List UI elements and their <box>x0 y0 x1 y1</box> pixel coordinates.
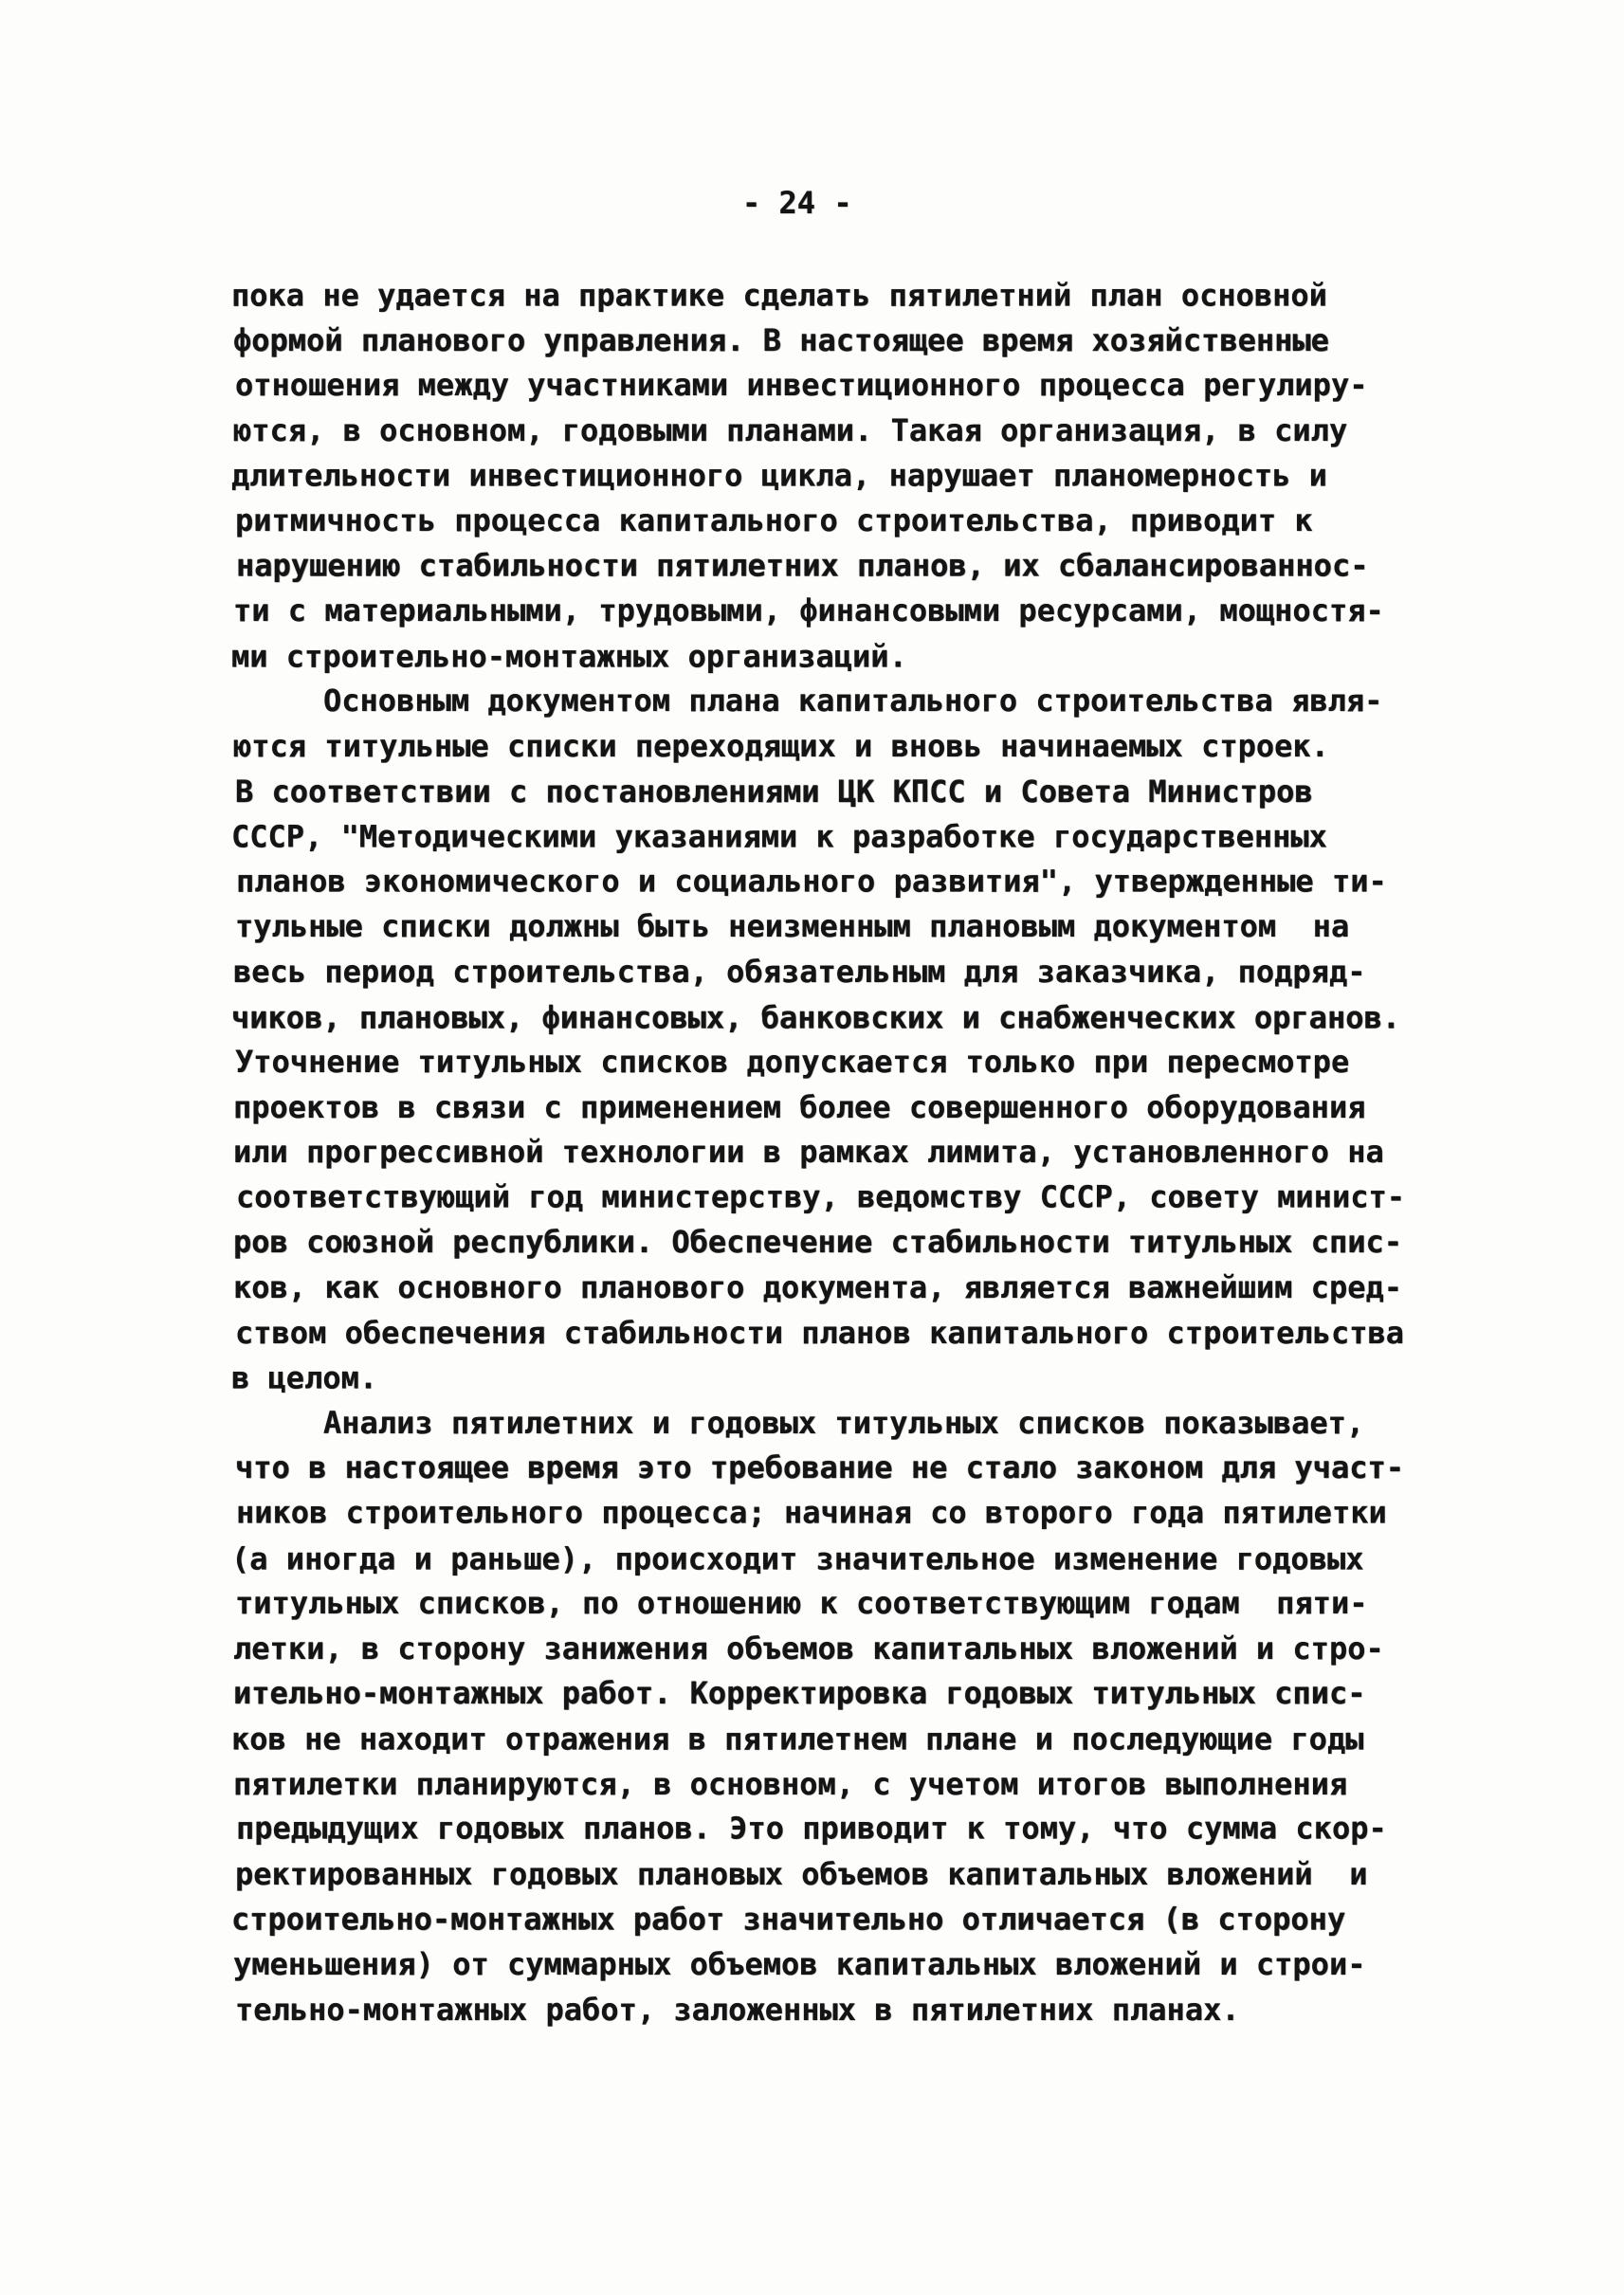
text-line: (а иногда и раньше), происходит значительное изменение годовых <box>231 1540 1364 1577</box>
text-line: ются титульные списки переходящих и вновь начинаемых строек. <box>233 727 1329 764</box>
text-line: формой планового управления. В настоящее время хозяйственные <box>233 321 1329 358</box>
text-line: строительно-монтажных работ значительно отличается (в сторону <box>231 1901 1346 1938</box>
document-text <box>233 273 1456 2032</box>
text-line: ров союзной республики. Обеспечение стабильности титульных спис- <box>233 1224 1402 1261</box>
text-line: ми строительно-монтажных организаций. <box>231 638 907 675</box>
text-line: планов экономического и социального развития", утвержденные ти- <box>236 863 1387 900</box>
text-line: весь период строительства, обязательным для заказчика, подряд- <box>233 953 1366 990</box>
text-line: чиков, плановых, финансовых, банковских и снабженческих органов. <box>231 999 1400 1035</box>
text-line: тельно-монтажных работ, заложенных в пятилетних планах. <box>235 1991 1240 2028</box>
text-line: ректированных годовых плановых объемов капитальных вложений и <box>235 1855 1368 1892</box>
text-line: уменьшения) от суммарных объемов капитальных вложений и строи- <box>233 1945 1366 1982</box>
text-line: ритмичность процесса капитального строительства, приводит к <box>235 501 1313 538</box>
text-line: ков не находит отражения в пятилетнем плане и последующие годы <box>231 1721 1364 1758</box>
text-line: В соответствии с постановлениями ЦК КПСС и Совета Министров <box>235 773 1313 810</box>
page-number: - 24 - <box>742 185 852 221</box>
text-line: пока не удается на практике сделать пятилетний план основной <box>231 277 1327 314</box>
text-line: тульные списки должны быть неизменным плановым документом на <box>235 908 1350 945</box>
text-line: проектов в связи с применением более совершенного оборудования <box>233 1088 1366 1125</box>
text-line: ством обеспечения стабильности планов капитального строительства <box>235 1314 1404 1351</box>
text-line: отношения между участниками инвестиционного процесса регулиру- <box>235 367 1368 404</box>
text-line: или прогрессивной технологии в рамках лимита, установленного на <box>233 1134 1384 1171</box>
text-line: длительности инвестиционного цикла, нарушает планомерность и <box>231 457 1327 494</box>
text-line: Анализ пятилетних и годовых титульных списков показывает, <box>323 1404 1365 1441</box>
text-line: в целом. <box>231 1359 378 1396</box>
text-line: соответствующий год министерству, ведомству СССР, совету минист- <box>236 1178 1405 1215</box>
text-line: пятилетки планируются, в основном, с учетом итогов выполнения <box>233 1765 1348 1802</box>
text-line: предыдущих годовых планов. Это приводит к тому, что сумма скор- <box>236 1810 1387 1847</box>
text-line: летки, в сторону занижения объемов капитальных вложений и стро- <box>233 1630 1384 1667</box>
text-line: титульных списков, по отношению к соответствующим годам пяти- <box>235 1585 1368 1622</box>
text-line: СССР, "Методическими указаниями к разработке государственных <box>231 818 1327 855</box>
text-line: ительно-монтажных работ. Корректировка годовых титульных спис- <box>233 1675 1366 1712</box>
text-line: ются, в основном, годовыми планами. Такая организация, в силу <box>233 411 1348 448</box>
text-line: Основным документом плана капитального строительства явля- <box>323 683 1383 719</box>
text-line: ников строительного процесса; начиная со второго года пятилетки <box>236 1494 1387 1531</box>
text-line: Уточнение титульных списков допускается только при пересмотре <box>235 1044 1350 1081</box>
text-line: ти с материальными, трудовыми, финансовыми ресурсами, мощностя- <box>233 592 1384 629</box>
text-line: что в настоящее время это требование не стало законом для участ- <box>235 1449 1404 1486</box>
text-line: нарушению стабильности пятилетних планов, их сбалансированнос- <box>236 547 1369 584</box>
text-line: ков, как основного планового документа, является важнейшим сред- <box>233 1269 1402 1306</box>
